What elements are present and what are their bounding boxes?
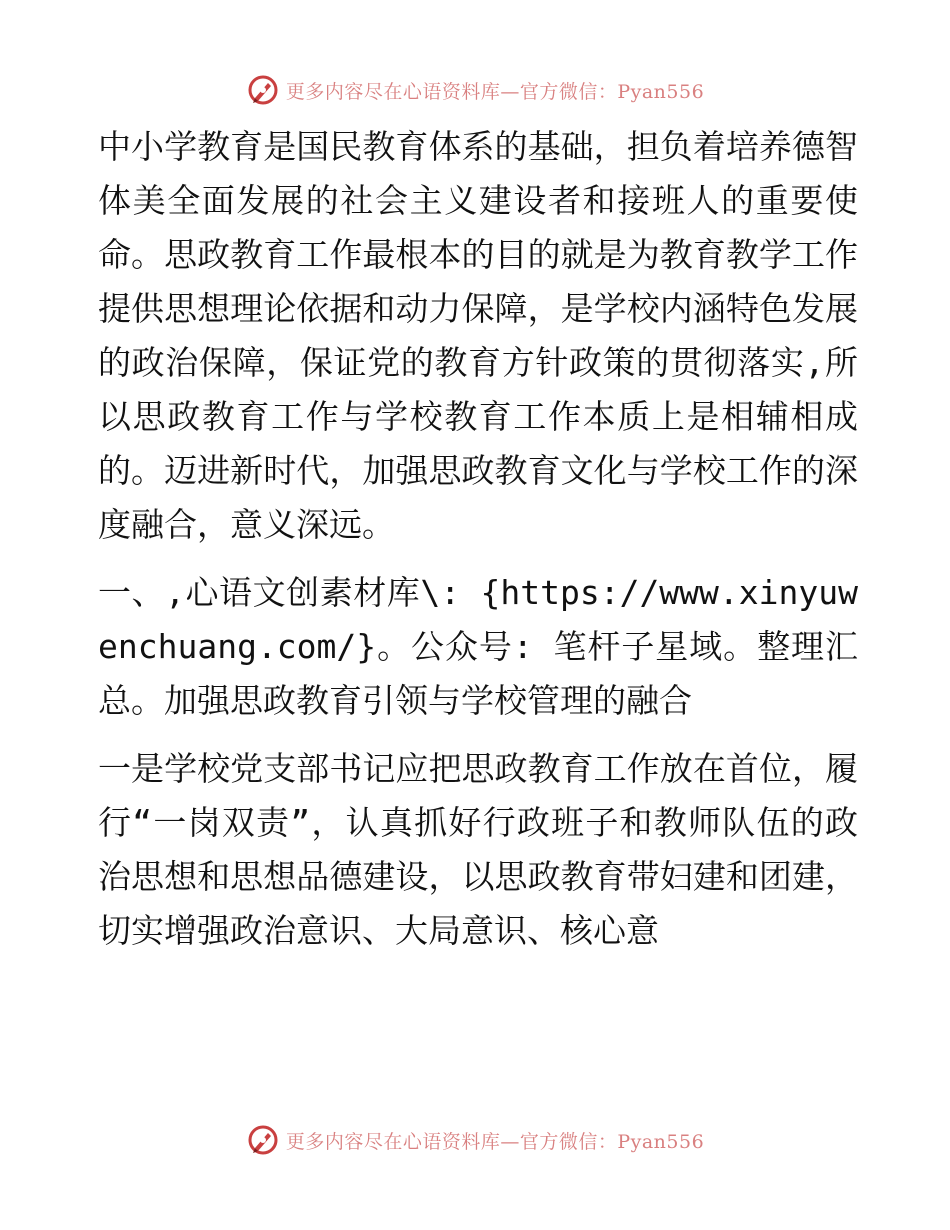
- footer-banner-text: 更多内容尽在心语资料库—官方微信：Pyan556: [285, 1130, 705, 1153]
- paragraph-section-heading: 一、,心语文创素材库\: {https://www.xinyuwenchuang.com/}。公众号: 笔杆子星域。整理汇总。加强思政教育引领与学校管理的融合: [98, 573, 858, 720]
- header-banner: [0, 70, 950, 110]
- paragraph-point-one: 一是学校党支部书记应把思政教育工作放在首位，履行“一岗双责”，认真抓好行政班子和教师队伍的政治思想和思想品德建设，以思政教育带妇建和团建，切实增强政治意识、大局意识、核心意: [98, 749, 858, 950]
- pen-circle-logo-icon: [246, 73, 280, 107]
- paragraph-intro: 中小学教育是国民教育体系的基础，担负着培养德智体美全面发展的社会主义建设者和接班人的重要使命。思政教育工作最根本的目的就是为教育教学工作提供思想理论依据和动力保障，是学校内涵特色发展的政治保障，保证党的教育方针政策的贯彻落实,所以思政教育工作与学校教育工作本质上是相辅相成的。迈进新时代，加强思政教育文化与学校工作的深度融合，意义深远。: [98, 127, 858, 544]
- footer-banner: [0, 1120, 950, 1160]
- document-body: [98, 120, 858, 972]
- pen-circle-logo-icon: [246, 1123, 280, 1157]
- header-banner-text: 更多内容尽在心语资料库—官方微信：Pyan556: [285, 80, 705, 103]
